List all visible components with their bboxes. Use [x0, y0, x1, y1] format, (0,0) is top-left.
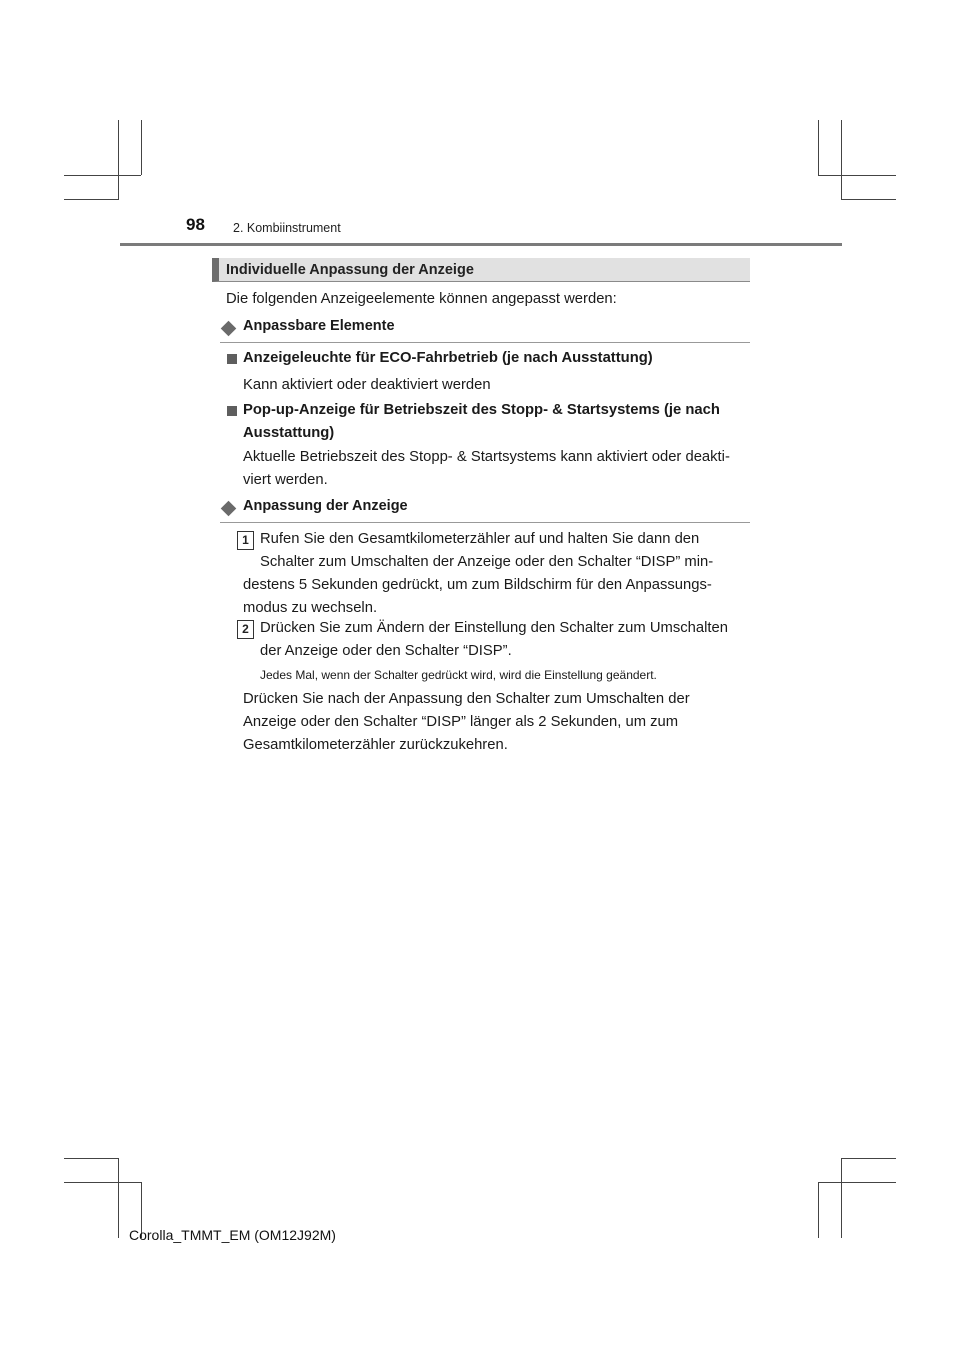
diamond-bullet-icon [221, 501, 237, 517]
crop-mark [64, 1182, 141, 1183]
subheading-label: Anpassung der Anzeige [243, 498, 408, 514]
step-line: modus zu wechseln. [243, 600, 378, 616]
crop-mark [64, 1158, 119, 1159]
subheading-adjustment [220, 498, 750, 523]
closing-paragraph [243, 688, 746, 757]
step-note: Jedes Mal, wenn der Schalter gedrückt wird, wird die Einstellung geändert. [260, 668, 657, 682]
item-title [243, 399, 746, 445]
item-description: Kann aktiviert oder deaktiviert werden [243, 377, 491, 393]
item-description [243, 446, 746, 492]
item-title-line: Pop-up-Anzeige für Betriebszeit des Stopp- & Startsystems (je nach [243, 402, 720, 418]
crop-mark [818, 1182, 819, 1238]
step-number-box: 2 [237, 620, 254, 639]
step-text [260, 528, 746, 574]
crop-mark [841, 1158, 896, 1159]
crop-mark [64, 199, 119, 200]
subheading-customizable [220, 318, 750, 343]
crop-mark [818, 1182, 896, 1183]
square-bullet-icon [227, 406, 237, 416]
step-text [243, 574, 746, 620]
header-rule [120, 243, 842, 246]
step-line: Schalter zum Umschalten der Anzeige oder den Schalter “DISP” min- [260, 554, 714, 570]
crop-mark [841, 1158, 842, 1238]
item-title: Anzeigeleuchte für ECO-Fahrbetrieb (je nach Ausstattung) [243, 350, 653, 366]
step-text: der Anzeige oder den Schalter “DISP”. [260, 643, 512, 659]
crop-mark [64, 175, 141, 176]
section-title-bar [212, 258, 750, 282]
chapter-title: 2. Kombiinstrument [233, 221, 341, 235]
step-line: destens 5 Sekunden gedrückt, um zum Bildschirm für den Anpassungs- [243, 577, 712, 593]
item-description-line: Aktuelle Betriebszeit des Stopp- & Startsystems kann aktiviert oder deakti- [243, 449, 730, 465]
crop-mark [841, 199, 896, 200]
crop-mark [818, 120, 819, 175]
section-intro: Die folgenden Anzeigeelemente können angepasst werden: [226, 291, 617, 307]
closing-line: Anzeige oder den Schalter “DISP” länger als 2 Sekunden, um zum [243, 714, 679, 730]
crop-mark [118, 120, 119, 200]
step-line: Rufen Sie den Gesamtkilometerzähler auf und halten Sie dann den [260, 531, 700, 547]
closing-line: Drücken Sie nach der Anpassung den Schalter zum Umschalten der [243, 691, 690, 707]
section-title: Individuelle Anpassung der Anzeige [226, 262, 474, 278]
footer-model-code: Corolla_TMMT_EM (OM12J92M) [129, 1227, 336, 1243]
diamond-bullet-icon [221, 321, 237, 337]
crop-mark [841, 120, 842, 200]
crop-mark [118, 1158, 119, 1238]
step-text [260, 617, 746, 640]
subheading-label: Anpassbare Elemente [243, 318, 395, 334]
crop-mark [141, 120, 142, 175]
square-bullet-icon [227, 354, 237, 364]
item-title-line: Ausstattung) [243, 425, 335, 441]
crop-mark [818, 175, 896, 176]
step-line: Drücken Sie zum Ändern der Einstellung den Schalter zum Umschalten [260, 620, 728, 636]
page-number: 98 [186, 215, 205, 234]
closing-line: Gesamtkilometerzähler zurückzukehren. [243, 737, 508, 753]
step-number-box: 1 [237, 531, 254, 550]
item-description-line: viert werden. [243, 472, 328, 488]
